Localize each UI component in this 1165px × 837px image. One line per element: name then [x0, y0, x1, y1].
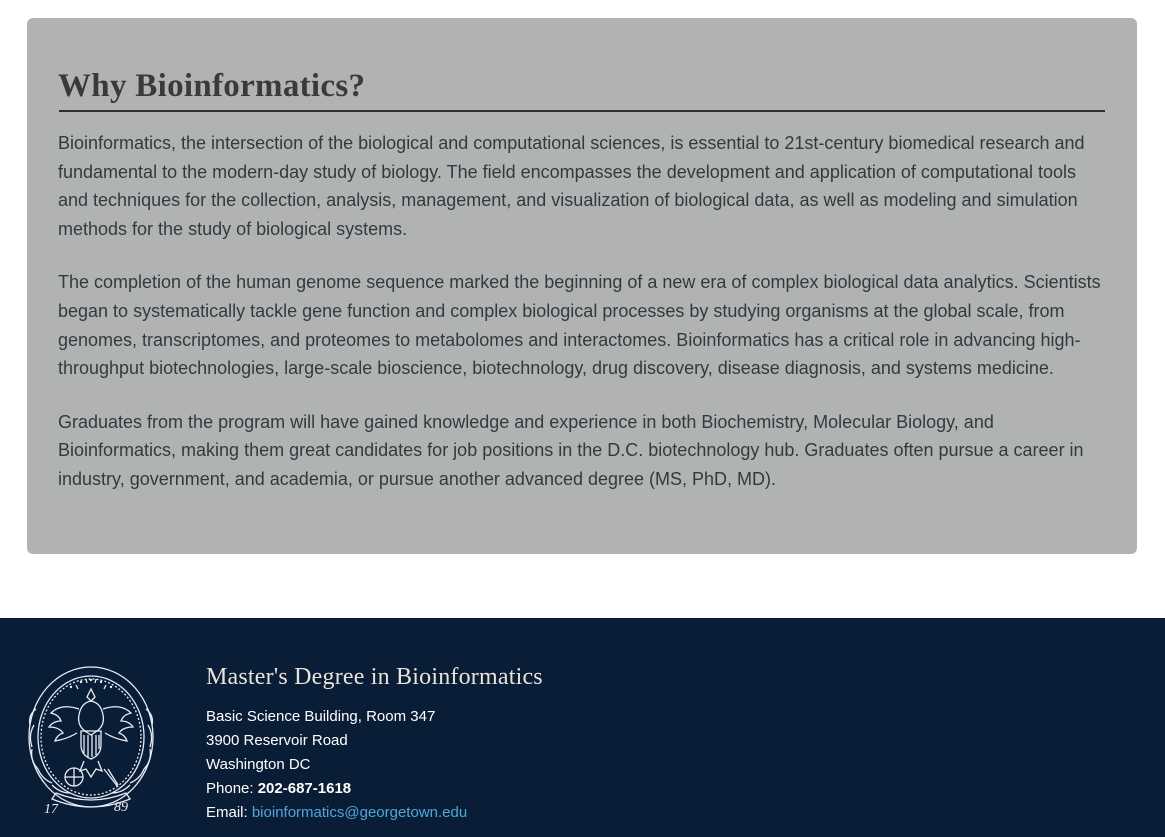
section-body — [58, 129, 1108, 494]
email-line — [206, 801, 543, 825]
address-line-building: Basic Science Building, Room 347 — [206, 708, 436, 725]
section-title: Why Bioinformatics? — [58, 68, 366, 104]
paragraph: Bioinformatics, the intersection of the biological and computational sciences, is essential to 21st-century biomedical research and fundamental to the modern-day study of biology. The field encompasses the development and application of computational tools and techniques for the collection, analysis, management, and visualization of biological data, as well as modeling and simulation methods for the study of biological systems. — [58, 133, 1085, 240]
phone-line — [206, 777, 543, 801]
address-line-street: 3900 Reservoir Road — [206, 732, 348, 749]
program-title: Master's Degree in Bioinformatics — [206, 664, 543, 690]
email-link[interactable]: bioinformatics@georgetown.edu — [251, 804, 468, 821]
paragraph: The completion of the human genome sequence marked the beginning of a new era of complex biological data analytics. Scientists began to systematically tackle gene function and complex biological processes by studying organisms at the global scale, from genomes, transcriptomes, and proteomes to metabolomes and interactomes. Bioinformatics has a critical role in advancing high-throughput biotechnologies, large-scale bioscience, biotechnology, drug discovery, disease diagnosis, and systems medicine. — [58, 272, 1101, 379]
seal-year-left: 17 — [44, 802, 58, 817]
email-label: Email: — [206, 804, 252, 821]
why-bioinformatics-card — [27, 18, 1137, 554]
title-divider — [59, 110, 1105, 112]
university-seal-icon — [26, 665, 156, 820]
footer-contact — [206, 665, 543, 825]
phone-number: 202-687-1618 — [257, 780, 352, 797]
site-footer — [0, 618, 1165, 837]
paragraph: Graduates from the program will have gained knowledge and experience in both Biochemistry, Molecular Biology, and Bioinformatics, making them great candidates for job positions in the D.C. biotechnology hub. Graduates often pursue a career in industry, government, and academia, or pursue another advanced degree (MS, PhD, MD). — [58, 411, 1084, 490]
seal-year-right: 89 — [114, 800, 128, 815]
phone-label: Phone: — [206, 780, 258, 797]
address-line-city: Washington DC — [206, 756, 311, 773]
